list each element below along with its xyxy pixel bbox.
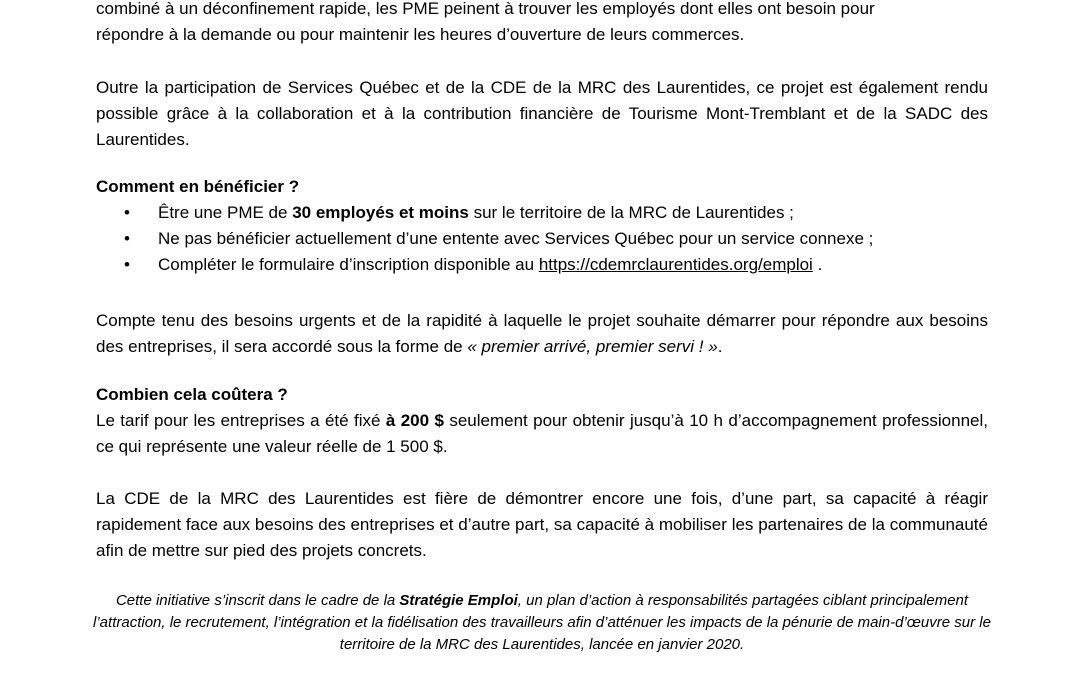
strategy-note-before: Cette initiative s’inscrit dans le cadre de la <box>115 592 400 609</box>
paragraph-allocation-after: . <box>717 337 723 356</box>
section-benefit-heading: Comment en bénéficier ? <box>96 177 300 196</box>
bullet-icon: • <box>124 229 130 248</box>
strategy-note-after: , un plan d’action à responsabilités partagées ciblant principalement l’attraction, le recrutement, l’intégration et la fidélisation des travailleurs afin d’atténuer les impacts de la pénurie de main-d’œuvre sur le territoire de la MRC des Laurentides, lancée en janvier 2020. <box>93 592 991 653</box>
section-cost-before: Le tarif pour les entreprises a été fixé <box>96 411 386 430</box>
paragraph-intro <box>96 0 988 48</box>
paragraph-intro-line-1: combiné à un déconfinement rapide, les PME peinent à trouver les employés dont elles ont besoin pour <box>96 0 875 18</box>
paragraph-partners <box>96 75 988 153</box>
section-cost <box>96 382 988 460</box>
benefit-list <box>96 200 988 278</box>
list-item-emphasis: 30 employés et moins <box>292 203 469 222</box>
list-item-text: Ne pas bénéficier actuellement d’une entente avec Services Québec pour un service connexe ; <box>158 229 874 248</box>
registration-form-link[interactable]: https://cdemrclaurentides.org/emploi <box>538 255 813 274</box>
paragraph-allocation-emphasis: « premier arrivé, premier servi ! » <box>467 337 718 356</box>
list-item <box>96 226 988 252</box>
list-item-text-after: . <box>812 255 823 274</box>
paragraph-allocation <box>96 308 988 360</box>
paragraph-allocation-text <box>96 308 988 360</box>
bullet-icon: • <box>124 203 130 222</box>
paragraph-conclusion-text: La CDE de la MRC des Laurentides est fière de démontrer encore une fois, d’une part, sa capacité à réagir rapidement face aux besoins des entreprises et d’autre part, sa capacité à mobiliser les partenaires de la communauté afin de mettre sur pied des projets concrets. <box>96 489 988 560</box>
strategy-note <box>88 590 996 656</box>
list-item-text-after: sur le territoire de la MRC de Laurentides ; <box>468 203 794 222</box>
section-cost-price: à 200 $ <box>385 411 444 430</box>
list-item-text-before: Compléter le formulaire d’inscription disponible au <box>158 255 539 274</box>
paragraph-intro-line-2: répondre à la demande ou pour maintenir les heures d’ouverture de leurs commerces. <box>96 25 745 44</box>
section-cost-text <box>96 408 988 460</box>
strategy-note-emphasis: Stratégie Emploi <box>399 592 518 609</box>
section-cost-after: seulement pour obtenir jusqu’à 10 h d’accompagnement professionnel, ce qui représente une valeur réelle de 1 500 $. <box>96 411 988 456</box>
section-cost-heading: Combien cela coûtera ? <box>96 385 288 404</box>
paragraph-conclusion <box>96 486 988 564</box>
strategy-note-text <box>88 590 996 656</box>
paragraph-allocation-before: Compte tenu des besoins urgents et de la rapidité à laquelle le projet souhaite démarrer pour répondre aux besoins des entreprises, il sera accordé sous la forme de <box>96 311 988 356</box>
list-item-text-before: Être une PME de <box>158 203 293 222</box>
section-benefit <box>96 174 988 278</box>
bullet-icon: • <box>124 255 130 274</box>
paragraph-partners-text: Outre la participation de Services Québec et de la CDE de la MRC des Laurentides, ce projet est également rendu possible grâce à la collaboration et à la contribution financière de Tourisme Mont-Tremblant et de la SADC des Laurentides. <box>96 78 988 149</box>
list-item <box>96 252 988 278</box>
list-item <box>96 200 988 226</box>
